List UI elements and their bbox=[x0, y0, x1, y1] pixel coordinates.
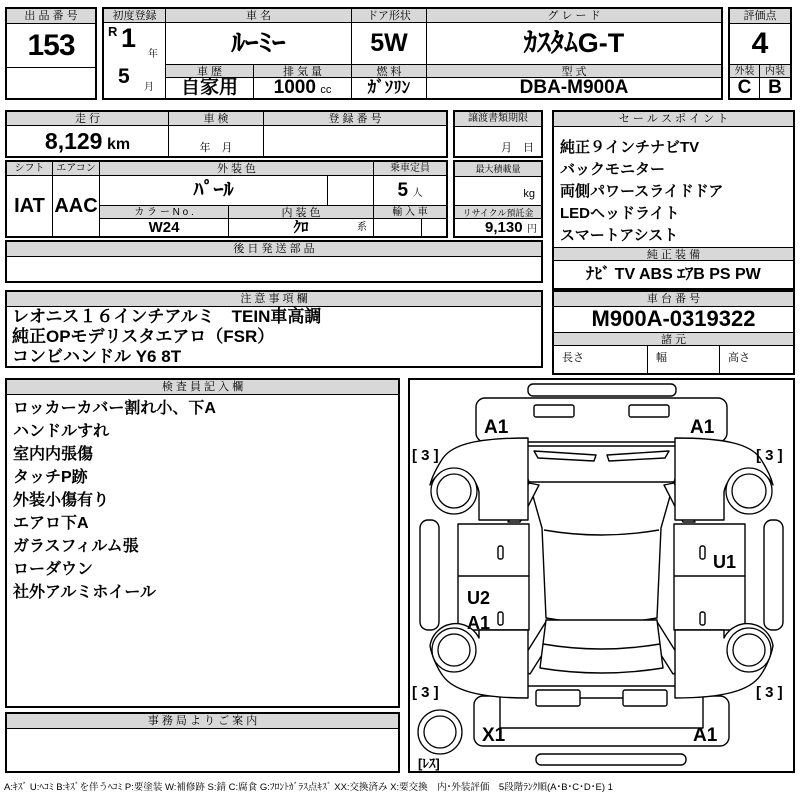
first-registration-label: 初度登録 bbox=[104, 9, 166, 23]
inspector-notes-box bbox=[5, 378, 400, 708]
notes-list bbox=[7, 306, 541, 366]
mark-front-wheel-left: [ 3 ] bbox=[412, 447, 439, 464]
capacity-unit: 人 bbox=[412, 188, 423, 199]
sales-point-item: LEDヘッドライト bbox=[560, 205, 680, 222]
car-name-label: 車 名 bbox=[166, 9, 352, 23]
sales-point-item: バックモニター bbox=[560, 161, 666, 178]
sales-point-item: スマートアシスト bbox=[560, 227, 679, 244]
registration-number-value bbox=[264, 126, 446, 156]
score-value: 4 bbox=[751, 27, 769, 60]
chassis-number-value: M900A-0319322 bbox=[591, 306, 756, 331]
fuel-label: 燃 料 bbox=[352, 64, 427, 78]
transfer-deadline-box bbox=[453, 110, 543, 158]
transfer-deadline-value: 月 日 bbox=[501, 142, 534, 154]
car-outline bbox=[418, 384, 783, 765]
door-handle-right-rear bbox=[700, 612, 705, 625]
payload-unit: kg bbox=[523, 188, 535, 200]
factory-equipment-label: 純 正 装 備 bbox=[554, 247, 793, 261]
chassis-number-label: 車 台 番 号 bbox=[554, 292, 793, 307]
mark-front-wheel-right: [ 3 ] bbox=[756, 447, 783, 464]
inspector-notes-label: 検 査 員 記 入 欄 bbox=[7, 380, 398, 395]
history-value: 自家用 bbox=[166, 78, 254, 98]
recycle-label: リサイクル預託金 bbox=[455, 205, 541, 219]
shaken-label: 車 検 bbox=[169, 112, 264, 126]
inspector-note-line: 社外アルミホイール bbox=[13, 584, 157, 601]
headlight-right-shape bbox=[629, 405, 669, 417]
import-label: 輸 入 車 bbox=[373, 205, 446, 219]
capacity-label: 乗車定員 bbox=[373, 162, 446, 176]
lot-number-value: 153 bbox=[27, 29, 75, 62]
vehicle-header-table bbox=[102, 7, 723, 100]
car-name-value: ﾙｰﾐｰ bbox=[166, 23, 352, 64]
note-line: コンビハンドル Y6 8T bbox=[12, 347, 182, 366]
rear-wheel-left-inner bbox=[438, 634, 470, 666]
shaken-value: 年 月 bbox=[169, 126, 264, 156]
capacity-value: 5 bbox=[397, 180, 409, 201]
model-code-value: DBA-M900A bbox=[519, 78, 629, 98]
notes-box bbox=[5, 290, 543, 368]
interior-color-suffix: 系 bbox=[357, 222, 367, 233]
mark-rear-wheel-right: [ 3 ] bbox=[756, 684, 783, 701]
shift-label: シフト bbox=[7, 162, 53, 176]
later-shipped-parts-value bbox=[7, 256, 541, 281]
score-label: 評価点 bbox=[730, 9, 790, 24]
sales-points-box bbox=[552, 110, 795, 290]
first-registration-value bbox=[104, 23, 166, 98]
front-wheel-left-inner bbox=[437, 474, 471, 508]
payload-recycle-box bbox=[453, 160, 543, 238]
aircon-value: AAC bbox=[53, 176, 100, 236]
first-reg-month: 5 bbox=[118, 65, 130, 88]
lot-number-label: 出 品 番 号 bbox=[7, 9, 95, 24]
headlight-left-shape bbox=[534, 405, 574, 417]
notes-label: 注 意 事 項 欄 bbox=[7, 292, 541, 307]
sales-points-label: セ ー ル ス ポ イ ン ト bbox=[554, 112, 793, 127]
mark-spare-less: [ﾚｽ] bbox=[418, 756, 440, 771]
office-notice-value bbox=[7, 728, 398, 771]
inspector-note-line: ハンドルすれ bbox=[13, 423, 110, 440]
mark-rear-wheel-left: [ 3 ] bbox=[412, 684, 439, 701]
shift-value: IAT bbox=[7, 176, 53, 236]
mileage-table bbox=[5, 110, 448, 158]
inspector-note-line: タッチP跡 bbox=[13, 469, 88, 486]
sales-point-item: 両側パワースライドドア bbox=[560, 183, 724, 200]
mileage-unit: km bbox=[106, 136, 131, 153]
roof-shape bbox=[529, 482, 674, 623]
sill-right-shape bbox=[764, 520, 783, 630]
interior-grade-label: 内装 bbox=[760, 64, 790, 78]
fuel-value: ｶﾞｿﾘﾝ bbox=[352, 78, 427, 98]
sill-left-shape bbox=[420, 520, 439, 630]
first-reg-month-suffix: 月 bbox=[144, 82, 154, 93]
mileage-value: 8,129 bbox=[44, 128, 103, 154]
history-label: 車 歴 bbox=[166, 64, 254, 78]
displacement-label: 排 気 量 bbox=[254, 64, 352, 78]
capacity-value-cell bbox=[373, 176, 446, 205]
inspector-note-line: 室内内張傷 bbox=[13, 446, 94, 463]
aircon-label: エアコン bbox=[53, 162, 100, 176]
inspector-note-line: 外装小傷有り bbox=[13, 492, 110, 509]
car-damage-diagram bbox=[410, 380, 793, 771]
chassis-box bbox=[552, 290, 795, 375]
mark-bonnet-right: A1 bbox=[690, 417, 715, 438]
door-handle-left-rear bbox=[498, 612, 503, 625]
score-box bbox=[728, 7, 792, 100]
taillight-left-shape bbox=[536, 690, 580, 706]
sales-point-item: 純正９インチナビTV bbox=[560, 139, 700, 156]
mileage-label: 走 行 bbox=[7, 112, 169, 126]
lot-number-box bbox=[5, 7, 97, 100]
note-line: レオニス１６インチアルミ TEIN車高調 bbox=[12, 307, 322, 326]
tailgate-shape bbox=[500, 686, 703, 728]
lot-number-empty-cell bbox=[7, 67, 95, 98]
interior-color-value: ｸﾛ bbox=[293, 219, 309, 236]
office-notice-label: 事 務 局 よ り ご 案 内 bbox=[7, 714, 398, 729]
mark-rear-bumper-x1: X1 bbox=[482, 725, 506, 746]
displacement-value: 1000 bbox=[273, 78, 316, 98]
displacement-value-cell bbox=[254, 78, 352, 98]
door-handle-left-front bbox=[498, 546, 503, 559]
mark-door-left-u2: U2 bbox=[467, 588, 491, 608]
later-shipped-parts-box bbox=[5, 240, 543, 283]
mark-rear-bumper-a1: A1 bbox=[693, 725, 718, 746]
exterior-grade-label: 外装 bbox=[730, 64, 760, 78]
first-reg-year: 1 bbox=[121, 23, 137, 53]
inspector-note-line: エアロ下A bbox=[13, 515, 89, 532]
legend-text: A:ｷｽﾞ U:ﾍｺﾐ B:ｷｽﾞを伴うﾍｺﾐ P:要塗装 W:補修跡 S:錆 C:腐食 G:ﾌﾛﾝﾄｶﾞﾗｽ点ｷｽﾞ XX:交換済み X:要交換 内･外装評価 5段階ﾗﾝｸ順(A･B･C･D･E) 1 bbox=[4, 782, 613, 793]
inspector-notes-list bbox=[7, 394, 398, 706]
recycle-value-cell bbox=[455, 219, 541, 236]
mark-bonnet-left: A1 bbox=[484, 417, 509, 438]
height-label: 高さ bbox=[728, 352, 750, 364]
office-notice-box bbox=[5, 712, 400, 773]
front-wheel-right-inner bbox=[732, 474, 766, 508]
first-reg-era: R bbox=[108, 24, 118, 39]
front-bumper-shape bbox=[528, 384, 676, 396]
import-value-cell bbox=[373, 219, 446, 236]
rear-wheel-right-inner bbox=[733, 634, 765, 666]
note-line: 純正OPモデリスタエアロ（FSR） bbox=[12, 327, 275, 346]
sales-points-list bbox=[554, 134, 793, 246]
dimensions-label: 諸 元 bbox=[554, 332, 793, 346]
grade-label: グ レ ー ド bbox=[427, 9, 721, 23]
exterior-grade-value: C bbox=[730, 78, 760, 98]
rear-lower-bar-shape bbox=[536, 754, 686, 765]
door-shape-label: ドア形状 bbox=[352, 9, 427, 23]
inspector-note-line: ガラスフィルム張 bbox=[13, 538, 139, 555]
registration-number-label: 登 録 番 号 bbox=[264, 112, 446, 126]
color-no-value: W24 bbox=[100, 219, 229, 236]
displacement-unit: cc bbox=[320, 84, 332, 96]
interior-color-label: 内 装 色 bbox=[229, 205, 373, 219]
mileage-value-cell bbox=[7, 126, 169, 156]
exterior-color-label: 外 装 色 bbox=[100, 162, 373, 176]
spare-tire-inner bbox=[424, 716, 456, 748]
exterior-color-value: ﾊﾟｰﾙ bbox=[193, 179, 234, 201]
color-spec-table bbox=[5, 160, 448, 238]
model-code-label: 型 式 bbox=[427, 64, 721, 78]
inspector-note-line: ローダウン bbox=[13, 561, 94, 578]
car-damage-diagram-box bbox=[408, 378, 795, 773]
door-handle-right-front bbox=[700, 546, 705, 559]
interior-grade-value: B bbox=[768, 78, 782, 98]
width-label: 幅 bbox=[648, 346, 720, 373]
transfer-deadline-label: 譲渡書類期限 bbox=[455, 112, 541, 127]
length-label: 長さ bbox=[554, 346, 648, 373]
color-no-label: カ ラ ー N o . bbox=[100, 205, 229, 219]
grade-value: ｶｽﾀﾑG-T bbox=[523, 28, 625, 58]
import-cell-divider bbox=[421, 219, 422, 236]
mark-door-right-u1: U1 bbox=[713, 552, 737, 572]
door-shape-value: 5W bbox=[352, 23, 427, 64]
recycle-fee: 9,130 bbox=[485, 219, 523, 236]
inspector-note-line: ロッカーカバー割れ小、下A bbox=[13, 400, 216, 417]
first-reg-year-suffix: 年 bbox=[148, 49, 158, 60]
factory-equipment-value: ﾅﾋﾞ TV ABS ｴｱB PS PW bbox=[586, 266, 761, 283]
taillight-right-shape bbox=[623, 690, 667, 706]
payload-label: 最大積載量 bbox=[455, 162, 541, 177]
interior-color-value-cell bbox=[229, 219, 373, 236]
recycle-unit: 円 bbox=[527, 224, 537, 235]
later-shipped-parts-label: 後 日 発 送 部 品 bbox=[7, 242, 541, 257]
mark-door-left-a1: A1 bbox=[467, 613, 491, 633]
doors-right-shape bbox=[674, 524, 745, 630]
exterior-color-sub-cell bbox=[327, 176, 373, 205]
